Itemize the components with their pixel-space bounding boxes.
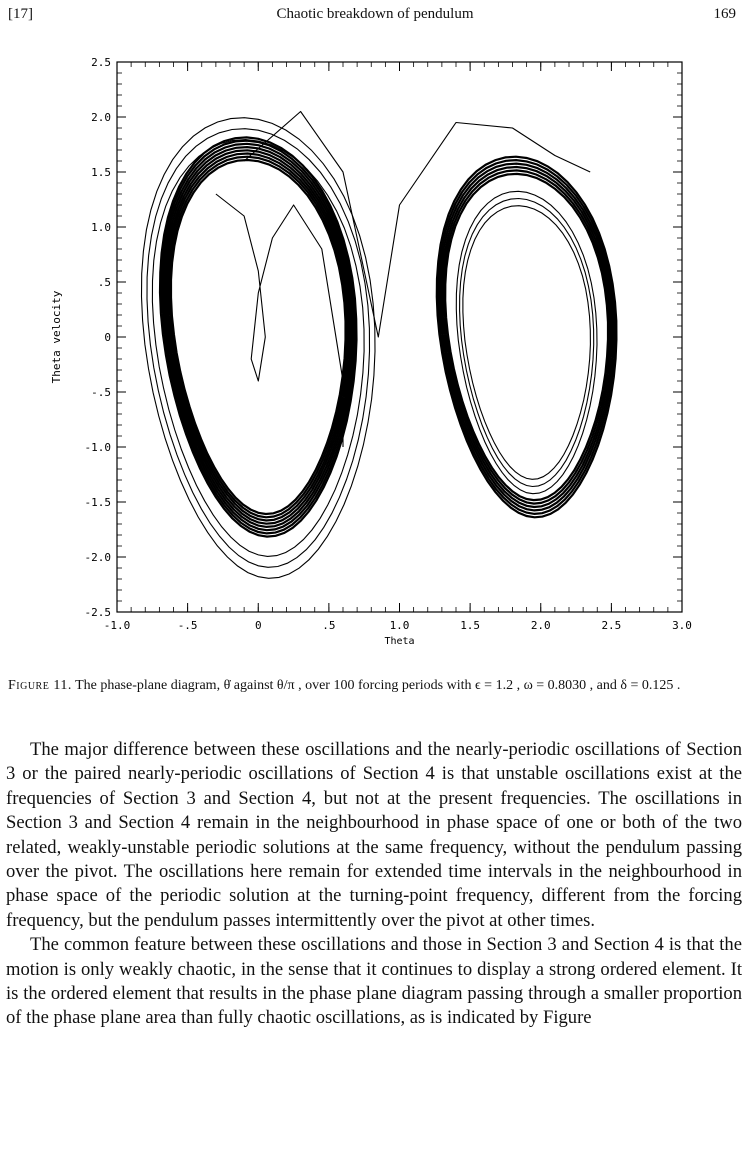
x-tick-label: .5 — [322, 619, 336, 632]
paragraph-1: The major difference between these oscillations and the nearly-periodic oscillations of Section 3 or the paired nearly-periodic oscillations of Section 4 is that unstable oscillations exist at the frequencies of Section 3 and Section 4, but not at the present frequencies. The oscillations in Section 3 and Section 4 remain in the neighbourhood in phase space of one or both of the two related, weakly-unstable periodic solutions at the same frequency, without the pendulum passing over the pivot. The oscillations here remain for extended time intervals in the neighbourhood in phase space of the periodic solution at the turning-point frequency, different from the forcing frequency, but the pendulum passes intermittently over the pivot at other times. — [6, 739, 742, 931]
y-tick-label: -.5 — [91, 386, 111, 399]
phase-trajectory — [244, 112, 590, 338]
y-tick-label: 0 — [104, 331, 111, 344]
body-text — [6, 738, 742, 1031]
x-tick-label: 1.5 — [460, 619, 481, 632]
x-tick-label: 2.5 — [601, 619, 622, 632]
paragraph-2: The common feature between these oscillations and those in Section 3 and Section 4 is that the motion is only weakly chaotic, in the sense that it continues to display a strong ordered element. It is the ordered element that results in the phase plane diagram passing through a smaller proportion of the phase plane area than fully chaotic oscillations, as is indicated by Figure — [6, 934, 742, 1029]
y-tick-label: -2.5 — [84, 606, 111, 619]
phase-trajectory — [169, 157, 347, 518]
x-tick-label: 3.0 — [672, 619, 692, 632]
y-tick-label: -1.5 — [84, 496, 111, 509]
y-tick-label: 1.5 — [91, 166, 111, 179]
x-tick-label: 1.0 — [389, 619, 410, 632]
phase-trajectory — [216, 194, 343, 447]
y-tick-label: -1.0 — [84, 441, 111, 454]
x-tick-label: -1.0 — [103, 619, 131, 632]
figure-caption — [8, 676, 740, 695]
y-tick-label: 2.0 — [91, 111, 111, 124]
phase-trajectory — [442, 167, 612, 507]
x-tick-label: 0 — [254, 619, 262, 632]
page-number: 169 — [713, 6, 736, 22]
caption-label: Figure 11. — [8, 678, 72, 693]
y-tick-label: -2.0 — [84, 551, 111, 564]
x-axis-label: Theta — [384, 636, 415, 647]
y-axis-label: Theta velocity — [50, 290, 63, 384]
phase-trajectory — [463, 206, 591, 480]
phase-trajectory — [440, 164, 613, 511]
running-title: Chaotic breakdown of pendulum — [276, 6, 474, 22]
y-tick-label: 2.5 — [91, 56, 111, 69]
x-tick-label: 2.0 — [530, 619, 551, 632]
phase-trajectory — [445, 174, 608, 500]
page-ref: [17] — [8, 6, 33, 22]
phase-trajectory — [166, 150, 350, 523]
y-tick-label: .5 — [97, 276, 111, 289]
phase-trajectory — [168, 154, 349, 521]
y-tick-label: 1.0 — [91, 221, 111, 234]
phase-trajectory — [444, 170, 610, 503]
x-tick-label: -.5 — [177, 619, 198, 632]
running-header — [0, 6, 750, 28]
caption-text: The phase-plane diagram, θ̇ against θ/π , over 100 forcing periods with ϵ = 1.2 , ω = 0.8030 , and δ = 0.125 . — [75, 678, 681, 693]
phase-plane-figure — [0, 40, 750, 660]
